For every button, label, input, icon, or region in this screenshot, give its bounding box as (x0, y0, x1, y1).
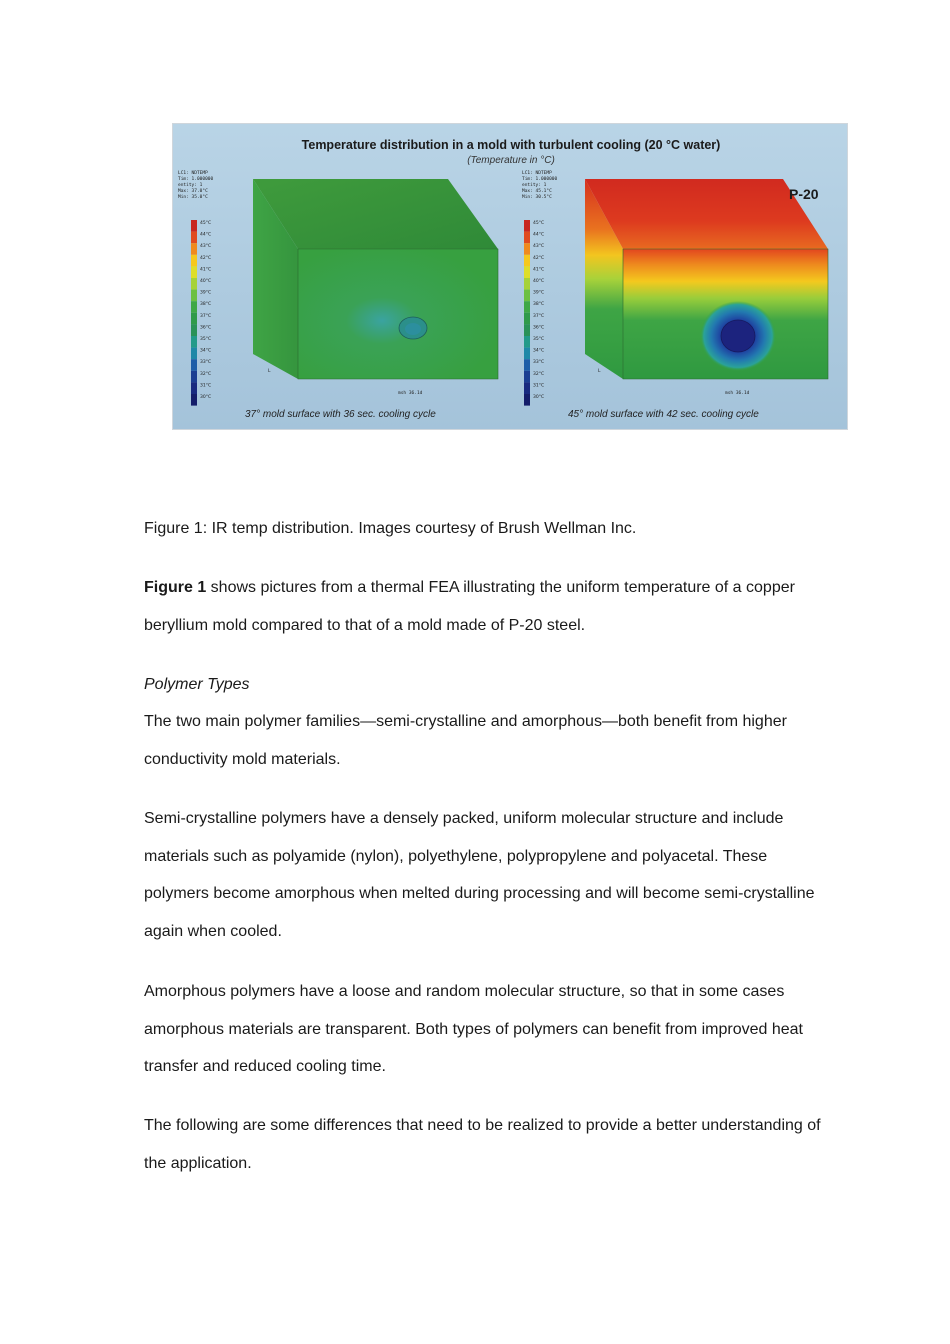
right-info-line: Max: 45.1°C (522, 189, 552, 194)
right-info-line: Tim: 1.000000 (522, 177, 558, 182)
right-legend-label: 43°C (533, 244, 545, 250)
left-legend-swatch (191, 232, 197, 244)
left-legend-swatch (191, 371, 197, 383)
left-info-line: Min: 35.0°C (178, 195, 208, 200)
right-legend-label: 42°C (533, 255, 545, 261)
left-legend-swatch (191, 313, 197, 325)
left-legend-swatch (191, 278, 197, 290)
left-legend-label: 33°C (200, 360, 212, 366)
left-legend-swatch (191, 348, 197, 360)
figure-title: Temperature distribution in a mold with turbulent cooling (20 °C water) (301, 138, 721, 152)
left-legend-label: 35°C (200, 337, 212, 342)
left-info-line: Max: 37.0°C (178, 189, 208, 194)
svg-text:L: L (598, 369, 601, 374)
figure-caption: Figure 1: IR temp distribution. Images courtesy of Brush Wellman Inc. (144, 520, 637, 537)
paragraph-text: shows pictures from a thermal FEA illustrating the uniform temperature of a copper beryllium mold compared to that of a mold made of P-20 steel. (144, 579, 795, 634)
left-legend-label: 43°C (200, 244, 212, 250)
right-legend-swatch (524, 290, 530, 302)
paragraph-figure-description (144, 569, 824, 644)
paragraph-polymer-families: The two main polymer families—semi-crystalline and amorphous—both benefit from higher conductivity mold materials. (144, 713, 787, 768)
right-cooling-channel (721, 320, 755, 352)
right-legend-label: 38°C (533, 302, 545, 308)
right-legend-swatch (524, 301, 530, 313)
left-legend-swatch (191, 290, 197, 302)
figure-subtitle: (Temperature in °C) (467, 155, 555, 166)
left-info-line: Tim: 1.000000 (178, 177, 214, 182)
right-legend-label: 39°C (533, 290, 545, 296)
left-legend-swatch (191, 243, 197, 255)
paragraph-amorphous: Amorphous polymers have a loose and random molecular structure, so that in some cases amorphous materials are transparent. Both types of polymers can benefit from improved heat transfer and reduced cooling time. (144, 983, 803, 1075)
right-legend-swatch (524, 394, 530, 406)
left-legend-swatch (191, 324, 197, 336)
section-heading: Polymer Types (144, 676, 250, 693)
right-legend-label: 41°C (533, 267, 545, 273)
right-legend-swatch (524, 336, 530, 348)
left-legend-swatch (191, 336, 197, 348)
right-legend-label: 35°C (533, 337, 545, 342)
left-legend-label: 44°C (200, 232, 212, 238)
right-legend-label: 30°C (533, 395, 545, 400)
right-info-line: LC1: NDTEMP (522, 171, 552, 176)
svg-text:msh 36.1d: msh 36.1d (725, 391, 750, 396)
left-legend-label: 30°C (200, 395, 212, 400)
p20-label: P-20 (789, 186, 819, 202)
left-legend-swatch (191, 301, 197, 313)
figure-reference: Figure 1 (144, 579, 207, 596)
right-legend-label: 34°C (533, 348, 545, 354)
right-legend-swatch (524, 348, 530, 360)
right-legend-swatch (524, 220, 530, 232)
left-legend-swatch (191, 220, 197, 232)
right-legend-swatch (524, 232, 530, 244)
right-legend-label: 45°C (533, 221, 545, 226)
svg-text:L: L (268, 369, 271, 374)
right-info-line: entity: 1 (522, 183, 547, 188)
right-legend-swatch (524, 313, 530, 325)
right-legend-label: 44°C (533, 232, 545, 238)
left-legend-label: 40°C (200, 279, 212, 284)
left-legend-label: 32°C (200, 371, 212, 377)
right-legend-swatch (524, 266, 530, 278)
left-legend-label: 34°C (200, 348, 212, 354)
right-legend-swatch (524, 382, 530, 394)
left-legend-label: 45°C (200, 221, 212, 226)
left-legend-swatch (191, 255, 197, 267)
left-info-line: entity: 1 (178, 183, 203, 188)
right-legend-swatch (524, 255, 530, 267)
right-legend-swatch (524, 324, 530, 336)
left-legend-label: 37°C (200, 313, 212, 319)
right-legend-label: 40°C (533, 279, 545, 284)
left-legend-swatch (191, 359, 197, 371)
right-legend-label: 37°C (533, 313, 545, 319)
right-legend-label: 32°C (533, 371, 545, 377)
right-legend-swatch (524, 359, 530, 371)
left-legend-label: 41°C (200, 267, 212, 273)
left-legend-swatch (191, 394, 197, 406)
left-legend-label: 31°C (200, 383, 212, 389)
right-legend-label: 31°C (533, 383, 545, 389)
left-info-line: LC1: NDTEMP (178, 171, 208, 176)
svg-text:msh 36.1d: msh 36.1d (398, 391, 423, 396)
left-legend-label: 36°C (200, 325, 212, 331)
right-legend-swatch (524, 278, 530, 290)
left-legend-label: 39°C (200, 290, 212, 296)
right-legend-label: 36°C (533, 325, 545, 331)
right-legend-swatch (524, 371, 530, 383)
left-footer: 37° mold surface with 36 sec. cooling cycle (245, 409, 436, 420)
left-legend-swatch (191, 382, 197, 394)
paragraph-differences: The following are some differences that need to be realized to provide a better understanding of the application. (144, 1117, 821, 1172)
left-legend-label: 42°C (200, 255, 212, 261)
left-legend-label: 38°C (200, 302, 212, 308)
right-legend-swatch (524, 243, 530, 255)
thermal-fea-figure (172, 123, 848, 430)
right-footer: 45° mold surface with 42 sec. cooling cycle (568, 409, 759, 420)
paragraph-semi-crystalline: Semi-crystalline polymers have a densely packed, uniform molecular structure and include materials such as polyamide (nylon), polyethylene, polypropylene and polyacetal. These polymers become amorphous when melted during processing and will become semi-crystalline again when cooled. (144, 810, 815, 940)
right-legend-label: 33°C (533, 360, 545, 366)
right-info-line: Min: 30.5°C (522, 195, 552, 200)
left-mold-front-face (298, 249, 498, 379)
left-legend-swatch (191, 266, 197, 278)
